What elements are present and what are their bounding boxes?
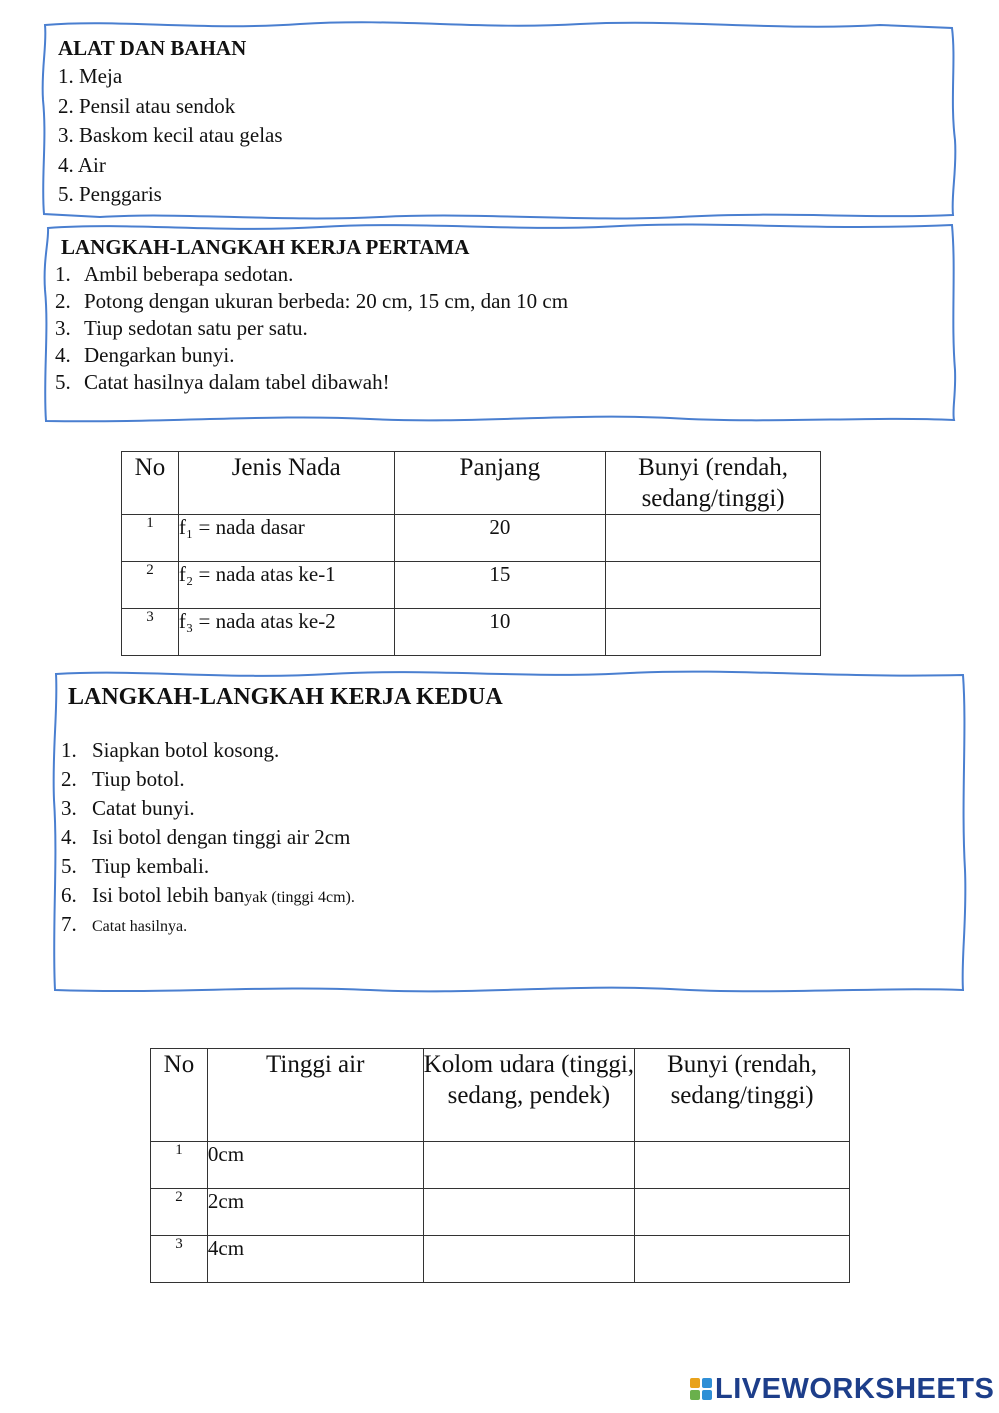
item-text: Catat bunyi. xyxy=(92,796,195,820)
cell-no: 3 xyxy=(122,609,179,656)
item-text: Potong dengan ukuran berbeda: 20 cm, 15 cm, dan 10 cm xyxy=(84,289,569,313)
langkah1-item xyxy=(55,261,568,288)
cell-bunyi-input[interactable] xyxy=(606,609,821,656)
alat-item: 3. Baskom kecil atau gelas xyxy=(58,123,283,147)
table-row xyxy=(151,1142,850,1189)
item-text: Isi botol dengan tinggi air 2cm xyxy=(92,825,351,849)
cell-kolom-input[interactable] xyxy=(423,1142,635,1189)
cell-panjang: 20 xyxy=(394,515,606,562)
cell-panjang: 10 xyxy=(394,609,606,656)
cell-bunyi-input[interactable] xyxy=(635,1236,850,1283)
item-text: Dengarkan bunyi. xyxy=(84,343,235,367)
langkah1-item xyxy=(55,369,568,396)
langkah-pertama-title: LANGKAH-LANGKAH KERJA PERTAMA xyxy=(61,235,470,259)
table-row xyxy=(151,1189,850,1236)
cell-panjang: 15 xyxy=(394,562,606,609)
header-bunyi: Bunyi (rendah, sedang/tinggi) xyxy=(635,1049,850,1142)
item-text-small: Catat hasilnya. xyxy=(92,918,188,935)
item-number: 4. xyxy=(55,343,71,367)
item-text: Catat hasilnya dalam tabel dibawah! xyxy=(84,370,390,394)
item-number: 5. xyxy=(61,854,77,878)
cell-bunyi-input[interactable] xyxy=(635,1142,850,1189)
cell-jenis: f₂ = nada atas ke-1 xyxy=(178,562,394,609)
langkah1-item xyxy=(55,288,568,315)
alat-bahan-title: ALAT DAN BAHAN xyxy=(58,36,247,60)
item-text: Tiup botol. xyxy=(92,767,185,791)
item-number: 4. xyxy=(61,825,77,849)
item-text: Isi botol lebih ban xyxy=(92,883,245,907)
item-text: Tiup sedotan satu per satu. xyxy=(84,316,308,340)
table-row xyxy=(122,562,821,609)
table-row xyxy=(122,609,821,656)
langkah2-item xyxy=(61,737,503,766)
cell-no: 1 xyxy=(151,1142,208,1189)
cell-jenis: f₁ = nada dasar xyxy=(178,515,394,562)
cell-no: 1 xyxy=(122,515,179,562)
cell-bunyi-input[interactable] xyxy=(606,562,821,609)
langkah-pertama-section xyxy=(55,235,568,396)
header-no: No xyxy=(122,452,179,515)
cell-no: 2 xyxy=(122,562,179,609)
cell-tinggi: 4cm xyxy=(207,1236,423,1283)
item-text: Ambil beberapa sedotan. xyxy=(84,262,294,286)
cell-no: 2 xyxy=(151,1189,208,1236)
cell-kolom-input[interactable] xyxy=(423,1189,635,1236)
item-number: 7. xyxy=(61,912,77,936)
alat-item: 2. Pensil atau sendok xyxy=(58,93,236,118)
alat-item: 1. Meja xyxy=(58,64,123,88)
table-tinggi-air xyxy=(150,1048,850,1283)
item-number: 2. xyxy=(55,289,71,313)
item-text: Tiup kembali. xyxy=(92,854,210,878)
langkah2-item xyxy=(61,766,503,795)
item-number: 2. xyxy=(61,767,77,791)
item-number: 1. xyxy=(55,262,71,286)
item-number: 3. xyxy=(61,796,77,820)
cell-kolom-input[interactable] xyxy=(423,1236,635,1283)
alat-item: 5. Penggaris xyxy=(58,182,162,206)
cell-tinggi: 0cm xyxy=(207,1142,423,1189)
alat-item: 4. Air xyxy=(58,152,106,177)
cell-jenis: f₃ = nada atas ke-2 xyxy=(178,609,394,656)
liveworksheets-logo-icon xyxy=(690,1378,712,1400)
langkah1-item xyxy=(55,315,568,342)
logo-text: LIVEWORKSHEETS xyxy=(715,1372,995,1405)
langkah-kedua-title: LANGKAH-LANGKAH KERJA KEDUA xyxy=(68,684,503,710)
item-number: 3. xyxy=(55,316,71,340)
header-kolom-udara: Kolom udara (tinggi, sedang, pendek) xyxy=(423,1049,635,1142)
item-number: 6. xyxy=(61,883,77,907)
table-row xyxy=(122,515,821,562)
item-text: Siapkan botol kosong. xyxy=(92,738,280,762)
cell-tinggi: 2cm xyxy=(207,1189,423,1236)
langkah2-item xyxy=(61,824,503,853)
langkah2-item xyxy=(61,795,503,824)
liveworksheets-logo[interactable] xyxy=(690,1372,994,1406)
cell-bunyi-input[interactable] xyxy=(635,1189,850,1236)
langkah-kedua-section xyxy=(61,684,503,940)
cell-bunyi-input[interactable] xyxy=(606,515,821,562)
header-panjang: Panjang xyxy=(394,452,606,515)
item-number: 5. xyxy=(55,370,71,394)
header-bunyi: Bunyi (rendah, sedang/tinggi) xyxy=(606,452,821,515)
header-jenis-nada: Jenis Nada xyxy=(178,452,394,515)
langkah2-item xyxy=(61,911,503,940)
table-jenis-nada xyxy=(121,451,821,656)
langkah1-item xyxy=(55,342,568,369)
item-number: 1. xyxy=(61,738,77,762)
header-no: No xyxy=(151,1049,208,1142)
langkah2-item xyxy=(61,853,503,882)
langkah2-item xyxy=(61,882,503,911)
table-header-row xyxy=(151,1049,850,1142)
item-text-small: yak (tinggi 4cm). xyxy=(244,889,355,906)
alat-bahan-section xyxy=(58,36,283,210)
table-row xyxy=(151,1236,850,1283)
table-header-row xyxy=(122,452,821,515)
header-tinggi-air: Tinggi air xyxy=(207,1049,423,1142)
cell-no: 3 xyxy=(151,1236,208,1283)
